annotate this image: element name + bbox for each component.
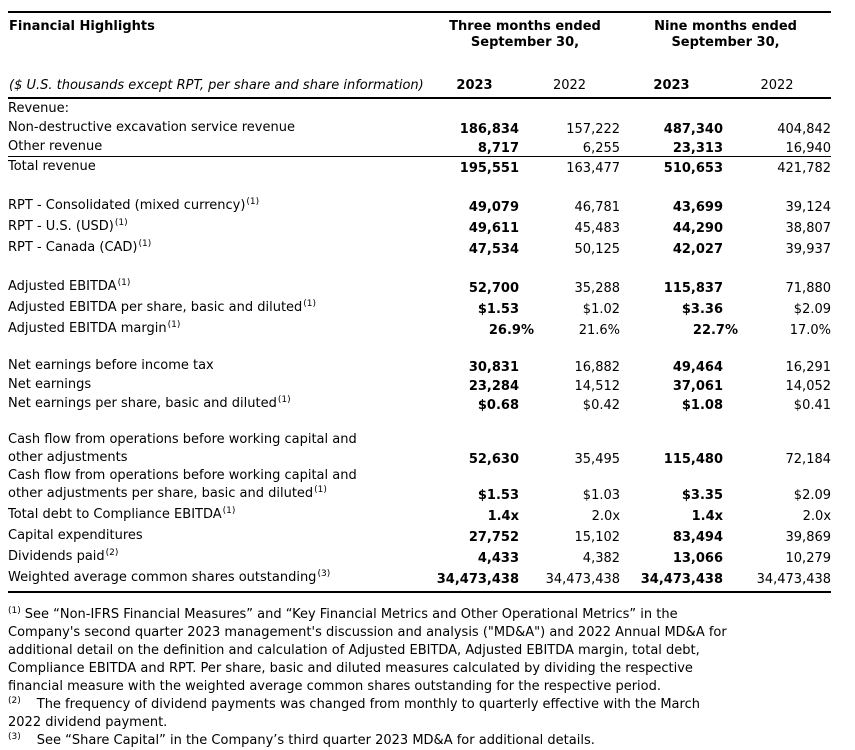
- row-label-cell: [8, 356, 430, 375]
- value-cell: [430, 236, 519, 257]
- row-label-cell: [8, 137, 430, 157]
- footnote-marker: (1): [246, 196, 260, 207]
- row-label: Weighted average common shares outstanding: [8, 570, 317, 585]
- value-text: 39,937: [785, 242, 832, 257]
- value-text: 16,940: [785, 141, 832, 156]
- value-text: $3.35: [681, 488, 724, 503]
- spacer-cell: [8, 176, 831, 194]
- row-label-cell: [8, 375, 430, 394]
- table-row: [8, 157, 831, 177]
- value-cell: [620, 275, 723, 296]
- value-cell: [723, 545, 831, 566]
- value-text: 487,340: [663, 122, 724, 137]
- value-cell: [519, 215, 620, 236]
- value-text: $1.02: [582, 302, 621, 317]
- section-label: Revenue:: [8, 101, 69, 116]
- value-cell: [723, 467, 831, 503]
- row-label-cell: [8, 524, 430, 545]
- value-cell: [723, 503, 831, 524]
- value-text: 4,433: [477, 551, 519, 566]
- footnote-line: See “Share Capital” in the Company’s third quarter 2023 MD&A for additional details.: [36, 733, 595, 748]
- value-text: 49,611: [468, 221, 519, 236]
- spacer-cell: [8, 338, 831, 356]
- row-label-line1: Cash flow from operations before working capital and: [8, 468, 357, 483]
- value-cell: [519, 503, 620, 524]
- footnote-marker: (3): [317, 568, 331, 579]
- value-cell: [519, 394, 620, 413]
- row-label-line2: [8, 449, 430, 467]
- value-cell: [620, 118, 723, 137]
- value-cell: [519, 566, 620, 592]
- row-label-cell: [8, 431, 430, 467]
- value-cell: [620, 157, 723, 177]
- value-cell: [620, 356, 723, 375]
- value-text: 14,052: [785, 379, 832, 394]
- value-text: $0.42: [582, 398, 621, 413]
- value-cell: [723, 215, 831, 236]
- value-text: $3.36: [681, 302, 724, 317]
- value-text: $1.53: [477, 302, 519, 317]
- value-text: 46,781: [574, 200, 621, 215]
- value-cell: [723, 431, 831, 467]
- value-cell: [620, 431, 723, 467]
- value-cell: [620, 236, 723, 257]
- row-label: Total revenue: [8, 159, 96, 174]
- period-header-three-months: [430, 12, 620, 66]
- row-label: RPT - U.S. (USD): [8, 219, 114, 234]
- footnote-marker: (1): [277, 394, 291, 405]
- value-text: 195,551: [459, 161, 519, 176]
- value-cell: [430, 215, 519, 236]
- value-cell: [430, 157, 519, 177]
- value-cell: [519, 194, 620, 215]
- value-text: 2.0x: [591, 509, 621, 524]
- value-text: 1.4x: [487, 509, 519, 524]
- value-cell: [519, 236, 620, 257]
- value-cell: [723, 194, 831, 215]
- table-row: [8, 503, 831, 524]
- table-row: [8, 317, 831, 338]
- table-row: [8, 296, 831, 317]
- value-text: 52,700: [468, 281, 519, 296]
- value-cell: [519, 431, 620, 467]
- table-subtitle: ($ U.S. thousands except RPT, per share and share information): [8, 66, 430, 98]
- row-label-cell: [8, 545, 430, 566]
- value-text: 23,284: [468, 379, 519, 394]
- footnote-marker: (2): [105, 547, 119, 558]
- value-text: $1.53: [477, 488, 519, 503]
- value-cell: [519, 545, 620, 566]
- value-text: 16,291: [785, 360, 832, 375]
- value-cell: [723, 118, 831, 137]
- value-cell: [620, 215, 723, 236]
- period-header-line1: Nine months ended: [654, 19, 797, 34]
- value-cell: [430, 566, 519, 592]
- value-cell: [620, 296, 723, 317]
- value-text: 52,630: [468, 452, 519, 467]
- footnote-marker: (1): [138, 238, 152, 249]
- value-text: 115,480: [663, 452, 724, 467]
- footnote-marker: (1): [314, 484, 327, 495]
- value-text: 44,290: [672, 221, 724, 236]
- value-text: 6,255: [582, 141, 621, 156]
- row-label-cell: [8, 118, 430, 137]
- value-text: 16,882: [574, 360, 621, 375]
- spacer-cell: [8, 413, 831, 431]
- row-label-cell: [8, 157, 430, 177]
- row-label-cell: [8, 467, 430, 503]
- value-text: 49,464: [672, 360, 724, 375]
- row-label: Total debt to Compliance EBITDA: [8, 507, 222, 522]
- financial-highlights-table: [8, 11, 831, 593]
- value-text: 83,494: [672, 530, 724, 545]
- table-row: [8, 545, 831, 566]
- value-cell: [430, 98, 519, 118]
- value-text: 26.9%: [488, 323, 534, 338]
- row-label: Non-destructive excavation service revenue: [8, 120, 295, 135]
- table-row: [8, 338, 831, 356]
- row-label: Adjusted EBITDA: [8, 279, 117, 294]
- footnote-marker: (3): [8, 731, 21, 742]
- value-text: 45,483: [574, 221, 621, 236]
- value-cell: [519, 375, 620, 394]
- row-label: other adjustments per share, basic and diluted: [8, 486, 314, 501]
- value-text: 37,061: [672, 379, 724, 394]
- value-cell: [519, 275, 620, 296]
- value-cell: [430, 317, 534, 338]
- footnote-line: The frequency of dividend payments was changed from monthly to quarterly effective with the March: [36, 697, 700, 712]
- period-header-line2: September 30,: [671, 35, 780, 50]
- value-text: 2.0x: [802, 509, 832, 524]
- value-text: 49,079: [468, 200, 519, 215]
- row-label-cell: [8, 236, 430, 257]
- row-label-cell: [8, 194, 430, 215]
- row-label: Adjusted EBITDA margin: [8, 321, 167, 336]
- table-row: [8, 467, 831, 503]
- row-label-cell: [8, 503, 430, 524]
- footnotes-section: [8, 606, 835, 750]
- footnote-line: Compliance EBITDA and RPT. Per share, basic and diluted measures calculated by dividing the respective: [8, 661, 693, 676]
- value-cell: [430, 356, 519, 375]
- value-text: 157,222: [566, 122, 621, 137]
- value-text: 34,473,438: [545, 572, 621, 587]
- value-text: $0.41: [793, 398, 832, 413]
- value-cell: [430, 394, 519, 413]
- value-cell: [620, 98, 723, 118]
- table-row: [8, 118, 831, 137]
- row-label-cell: [8, 394, 430, 413]
- value-cell: [430, 467, 519, 503]
- value-cell: [723, 375, 831, 394]
- value-cell: [430, 431, 519, 467]
- footnote-marker: (1): [8, 605, 21, 616]
- value-text: 47,534: [468, 242, 519, 257]
- value-text: 27,752: [468, 530, 519, 545]
- value-cell: [430, 375, 519, 394]
- value-text: $2.09: [793, 488, 832, 503]
- value-text: 1.4x: [691, 509, 724, 524]
- value-cell: [519, 137, 620, 157]
- value-text: 42,027: [672, 242, 724, 257]
- value-text: 34,473,438: [436, 572, 519, 587]
- row-label: other adjustments: [8, 450, 128, 465]
- row-label: RPT - Canada (CAD): [8, 240, 138, 255]
- value-cell: [430, 545, 519, 566]
- footnote: [8, 606, 835, 696]
- value-cell: [723, 296, 831, 317]
- value-cell: [620, 317, 739, 338]
- table-row: [8, 236, 831, 257]
- value-text: 34,473,438: [756, 572, 832, 587]
- value-cell: [620, 467, 723, 503]
- value-cell: [723, 236, 831, 257]
- value-text: 35,495: [574, 452, 621, 467]
- table-row: [8, 194, 831, 215]
- footnote-line: See “Non-IFRS Financial Measures” and “Key Financial Metrics and Other Operational Metrics” in the: [24, 607, 678, 622]
- table-body: [8, 98, 831, 592]
- value-text: $0.68: [477, 398, 519, 413]
- value-cell: [723, 356, 831, 375]
- footnote-marker: (2): [8, 695, 21, 706]
- footnote: [8, 696, 835, 732]
- value-cell: [620, 566, 723, 592]
- period-header-line2: September 30,: [470, 35, 580, 50]
- footnote-line: Company's second quarter 2023 management's discussion and analysis ("MD&A") and 2022 Annual MD&A for: [8, 625, 727, 640]
- value-text: 30,831: [468, 360, 519, 375]
- value-cell: [519, 356, 620, 375]
- year-header-2022-3mo: 2022: [519, 66, 620, 98]
- value-text: $1.08: [681, 398, 724, 413]
- value-cell: [430, 524, 519, 545]
- value-cell: [723, 98, 831, 118]
- row-label-cell: [8, 98, 430, 118]
- row-label: Net earnings per share, basic and diluted: [8, 396, 277, 411]
- value-text: 163,477: [566, 161, 621, 176]
- row-label-cell: [8, 296, 430, 317]
- value-text: 23,313: [672, 141, 724, 156]
- footnote-line: additional detail on the definition and calculation of Adjusted EBITDA, Adjusted EBITDA margin, total debt,: [8, 643, 700, 658]
- row-label-line1: Cash flow from operations before working capital and: [8, 432, 357, 447]
- table-row: [8, 98, 831, 118]
- value-text: 404,842: [777, 122, 832, 137]
- value-cell: [430, 503, 519, 524]
- value-cell: [430, 275, 519, 296]
- value-cell: [430, 137, 519, 157]
- value-cell: [620, 503, 723, 524]
- value-cell: [620, 394, 723, 413]
- row-label-cell: [8, 317, 430, 338]
- value-cell: [723, 394, 831, 413]
- value-cell: [430, 296, 519, 317]
- table-row: [8, 257, 831, 275]
- value-text: 421,782: [777, 161, 832, 176]
- value-text: 35,288: [574, 281, 621, 296]
- value-text: 34,473,438: [640, 572, 724, 587]
- row-label: Net earnings before income tax: [8, 358, 214, 373]
- footnote: [8, 732, 835, 750]
- value-text: 8,717: [477, 141, 519, 156]
- period-header-line1: Three months ended: [449, 19, 601, 34]
- value-cell: [620, 545, 723, 566]
- value-text: $2.09: [793, 302, 832, 317]
- value-cell: [620, 524, 723, 545]
- value-cell: [723, 524, 831, 545]
- row-label: RPT - Consolidated (mixed currency): [8, 198, 246, 213]
- year-header-row: [8, 66, 831, 98]
- value-cell: [519, 524, 620, 545]
- row-label: Other revenue: [8, 139, 103, 154]
- value-cell: [519, 118, 620, 137]
- value-cell: [723, 566, 831, 592]
- page-title: Financial Highlights: [8, 12, 430, 66]
- table-row: [8, 356, 831, 375]
- value-text: 4,382: [582, 551, 621, 566]
- year-header-2022-9mo: 2022: [723, 66, 831, 98]
- footnote-marker: (1): [167, 319, 181, 330]
- row-label: Adjusted EBITDA per share, basic and diluted: [8, 300, 303, 315]
- row-label-cell: [8, 275, 430, 296]
- footnote-marker: (1): [222, 505, 236, 516]
- period-header-nine-months: [620, 12, 831, 66]
- value-cell: [519, 98, 620, 118]
- table-row: [8, 275, 831, 296]
- footnote-marker: (1): [117, 277, 131, 288]
- value-text: 39,124: [785, 200, 832, 215]
- value-text: 17.0%: [789, 323, 832, 338]
- table-row: [8, 431, 831, 467]
- value-cell: [723, 275, 831, 296]
- value-text: 38,807: [785, 221, 832, 236]
- footnote-marker: (1): [114, 217, 128, 228]
- year-header-2023-9mo: 2023: [620, 66, 723, 98]
- value-text: 186,834: [459, 122, 519, 137]
- table-row: [8, 375, 831, 394]
- footnote-marker: (1): [303, 298, 317, 309]
- value-text: $1.03: [582, 488, 621, 503]
- value-cell: [723, 317, 831, 338]
- value-cell: [519, 157, 620, 177]
- table-row: [8, 394, 831, 413]
- value-cell: [430, 118, 519, 137]
- value-cell: [723, 157, 831, 177]
- value-text: 10,279: [785, 551, 832, 566]
- spacer-cell: [8, 257, 831, 275]
- row-label-cell: [8, 566, 430, 592]
- table-row: [8, 137, 831, 157]
- value-text: 71,880: [785, 281, 832, 296]
- value-text: 15,102: [574, 530, 621, 545]
- value-cell: [519, 467, 620, 503]
- row-label: Dividends paid: [8, 549, 105, 564]
- value-cell: [519, 317, 620, 338]
- value-text: 39,869: [785, 530, 832, 545]
- value-text: 14,512: [574, 379, 621, 394]
- period-header-row: [8, 12, 831, 66]
- value-text: 22.7%: [692, 323, 739, 338]
- value-cell: [620, 194, 723, 215]
- value-text: 43,699: [672, 200, 724, 215]
- value-cell: [430, 194, 519, 215]
- table-row: [8, 176, 831, 194]
- value-text: 13,066: [672, 551, 724, 566]
- value-text: 50,125: [574, 242, 621, 257]
- table-row: [8, 215, 831, 236]
- row-label-cell: [8, 215, 430, 236]
- footnote-line: financial measure with the weighted average common shares outstanding for the respective period.: [8, 679, 662, 694]
- value-text: 510,653: [663, 161, 724, 176]
- value-text: 115,837: [663, 281, 724, 296]
- row-label-line2: [8, 485, 430, 503]
- table-row: [8, 413, 831, 431]
- footnote-line: 2022 dividend payment.: [8, 715, 168, 730]
- row-label: Net earnings: [8, 377, 92, 392]
- value-cell: [519, 296, 620, 317]
- table-row: [8, 524, 831, 545]
- value-cell: [620, 375, 723, 394]
- table-row: [8, 566, 831, 592]
- year-header-2023-3mo: 2023: [430, 66, 519, 98]
- row-label: Capital expenditures: [8, 528, 143, 543]
- value-text: 72,184: [785, 452, 832, 467]
- value-cell: [620, 137, 723, 157]
- value-text: 21.6%: [578, 323, 621, 338]
- value-cell: [723, 137, 831, 157]
